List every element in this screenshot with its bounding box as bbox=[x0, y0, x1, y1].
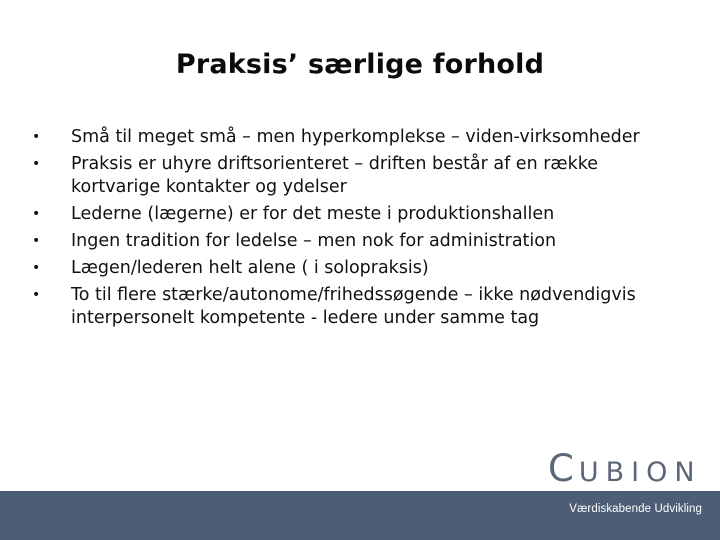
footer-bar bbox=[0, 491, 720, 540]
bullet-item bbox=[32, 126, 692, 149]
footer-tagline: Værdiskabende Udvikling bbox=[569, 503, 702, 515]
bullet-text: To til flere stærke/autonome/frihedssøgende – ikke nødvendigvis interpersonelt kompetente - ledere under samme tag bbox=[71, 285, 636, 328]
bullet-text: Ingen tradition for ledelse – men nok for administration bbox=[71, 230, 557, 251]
cubion-logo bbox=[548, 449, 704, 489]
bullet-item bbox=[32, 203, 692, 226]
bullet-marker: • bbox=[32, 259, 41, 276]
bullet-text: Lægen/lederen helt alene ( i solopraksis) bbox=[71, 257, 429, 278]
bullet-marker: • bbox=[32, 156, 41, 173]
slide-title: Praksis’ særlige forhold bbox=[175, 49, 545, 80]
bullet-item bbox=[32, 257, 692, 280]
bullet-marker: • bbox=[32, 232, 41, 249]
bullet-text: Lederne (lægerne) er for det meste i produktionshallen bbox=[71, 203, 555, 224]
bullet-item bbox=[32, 230, 692, 253]
bullet-text: Små til meget små – men hyperkomplekse – viden-virksomheder bbox=[71, 127, 640, 147]
bullet-marker: • bbox=[32, 129, 41, 145]
logo-rest: UBION bbox=[578, 457, 702, 488]
logo-initial: C bbox=[548, 447, 579, 490]
bullet-list bbox=[32, 126, 692, 334]
bullet-text: Praksis er uhyre driftsorienteret – driften består af en række kortvarige kontakter og ydelser bbox=[71, 154, 599, 197]
bullet-marker: • bbox=[32, 205, 41, 222]
bullet-item bbox=[32, 284, 692, 329]
bullet-marker: • bbox=[32, 287, 41, 304]
bullet-item bbox=[32, 153, 692, 198]
